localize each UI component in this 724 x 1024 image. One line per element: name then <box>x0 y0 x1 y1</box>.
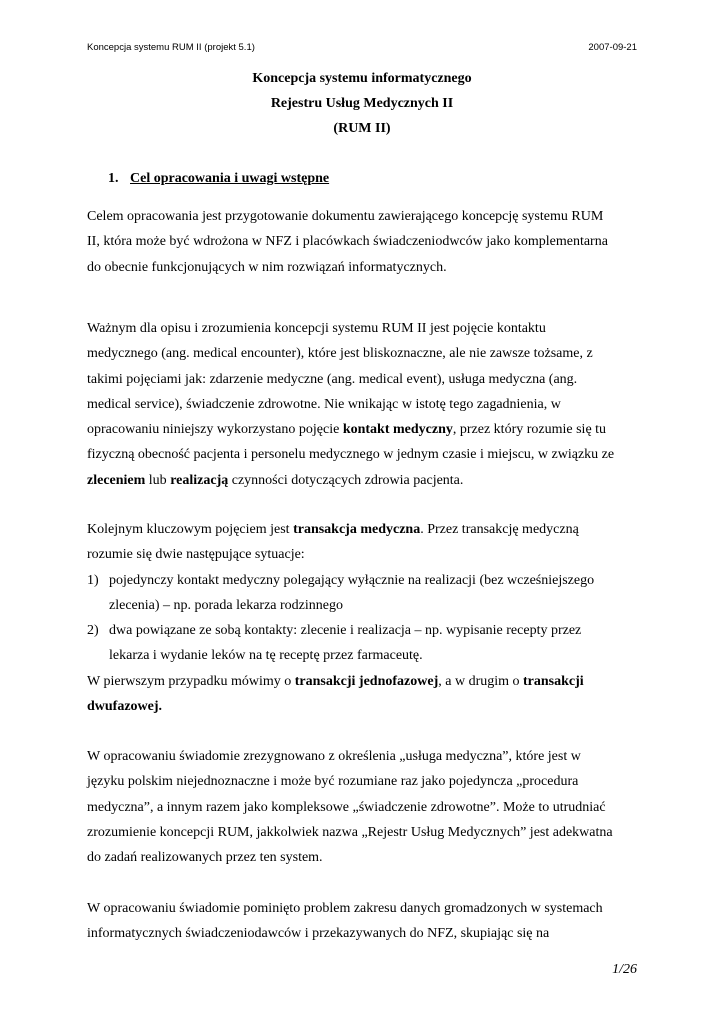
page-header <box>87 42 637 53</box>
section-heading <box>108 170 329 188</box>
text-line: medycznego (ang. medical encounter), które jest bliskoznaczne, ale nie zawsze tożsame, z <box>87 346 593 362</box>
header-date: 2007-09-21 <box>588 42 637 53</box>
text-line <box>87 694 664 719</box>
section-number: 1. <box>108 171 119 186</box>
title-line-3: (RUM II) <box>333 121 391 136</box>
text-run: Kolejnym kluczowym pojęciem jest <box>87 522 294 537</box>
list-number: 1) <box>87 572 99 588</box>
list-item <box>87 568 664 593</box>
paragraph-5 <box>87 896 664 947</box>
text-line: medical service), świadczenie zdrowotne. Nie wnikając w istotę tego zagadnienia, w <box>87 396 561 412</box>
text-line: fizyczną obecność pacjenta i personelu medycznego w jednym czasie i miejscu, w związku ze <box>87 447 615 463</box>
text-line: zlecenia) – np. porada lekarza rodzinnego <box>109 597 343 613</box>
text-line: lekarza i wydanie leków na tę receptę przez farmaceutę. <box>109 648 423 664</box>
text-line: W opracowaniu świadomie pominięto problem zakresu danych gromadzonych w systemach <box>87 901 603 916</box>
text-line: Celem opracowania jest przygotowanie dokumentu zawierającego koncepcję systemu RUM <box>87 209 604 224</box>
text-line: zrozumienie koncepcji RUM, jakkolwiek nazwa „Rejestr Usług Medycznych” jest adekwatna <box>87 824 613 840</box>
text-run: pojedynczy kontakt medyczny polegający wyłącznie na realizacji (bez wcześniejszego <box>109 572 595 588</box>
text-run: . Przez transakcję medyczną <box>420 522 579 537</box>
term-zleceniem: zleceniem <box>87 472 146 488</box>
term-kontakt-medyczny: kontakt medyczny <box>342 422 453 438</box>
text-line: takimi pojęciami jak: zdarzenie medyczne (ang. medical event), usługa medyczna (ang. <box>87 371 578 387</box>
text-line: Ważnym dla opisu i zrozumienia koncepcji systemu RUM II jest pojęcie kontaktu <box>87 321 546 336</box>
list-number: 2) <box>87 623 99 639</box>
text-line: do obecnie funkcjonujących w nim rozwiązań informatycznych. <box>87 259 447 275</box>
text-line: do zadań realizowanych przez ten system. <box>87 850 323 866</box>
text-run: lub <box>145 472 171 488</box>
text-run: W pierwszym przypadku mówimy o <box>87 673 295 689</box>
term-transakcja: transakcji <box>523 673 584 689</box>
page-number: 1/26 <box>612 962 637 977</box>
list-item <box>87 618 664 643</box>
text-line: W opracowaniu świadomie zrezygnowano z określenia „usługa medyczna”, które jest w <box>87 749 581 764</box>
title-line-1: Koncepcja systemu informatycznego <box>252 71 472 86</box>
text-line: medyczna”, a innym razem jako kompleksowe „świadczenie zdrowotne”. Może to utrudniać <box>87 799 606 815</box>
header-document-title: Koncepcja systemu RUM II (projekt 5.1) <box>87 42 255 53</box>
term-realizacja: realizacją <box>170 472 229 488</box>
document-title <box>87 66 637 141</box>
text-line <box>87 468 664 493</box>
text-line <box>87 669 664 694</box>
text-run: czynności dotyczących zdrowia pacjenta. <box>228 472 464 488</box>
text-line <box>87 517 664 542</box>
text-line <box>87 417 664 442</box>
text-run: , a w drugim o <box>438 673 524 689</box>
text-line: informatycznych świadczeniodawców i przekazywanych do NFZ, skupiając się na <box>87 926 550 942</box>
text-run: opracowaniu niniejszy wykorzystano pojęcie <box>87 422 343 438</box>
title-line-2: Rejestru Usług Medycznych II <box>270 96 454 111</box>
term-transakcja-jednofazowa: transakcji jednofazowej <box>294 673 439 689</box>
text-run: , przez który rozumie się tu <box>452 422 607 438</box>
text-run: dwa powiązane ze sobą kontakty: zlecenie i realizacja – np. wypisanie recepty przez <box>109 623 582 639</box>
paragraph-2 <box>87 316 664 493</box>
text-line: rozumie się dwie następujące sytuacje: <box>87 547 305 563</box>
term-dwufazowa: dwufazowej. <box>87 699 163 715</box>
text-line: II, która może być wdrożona w NFZ i placówkach świadczeniodwców jako komplementarna <box>87 234 608 250</box>
term-transakcja-medyczna: transakcja medyczna <box>293 522 421 537</box>
text-line: języku polskim niejednoznaczne i może być rozumiane raz jako pojedyncza „procedura <box>87 774 579 790</box>
paragraph-1 <box>87 204 664 280</box>
paragraph-4 <box>87 744 664 870</box>
section-title: Cel opracowania i uwagi wstępne <box>130 171 330 186</box>
paragraph-3 <box>87 517 664 719</box>
